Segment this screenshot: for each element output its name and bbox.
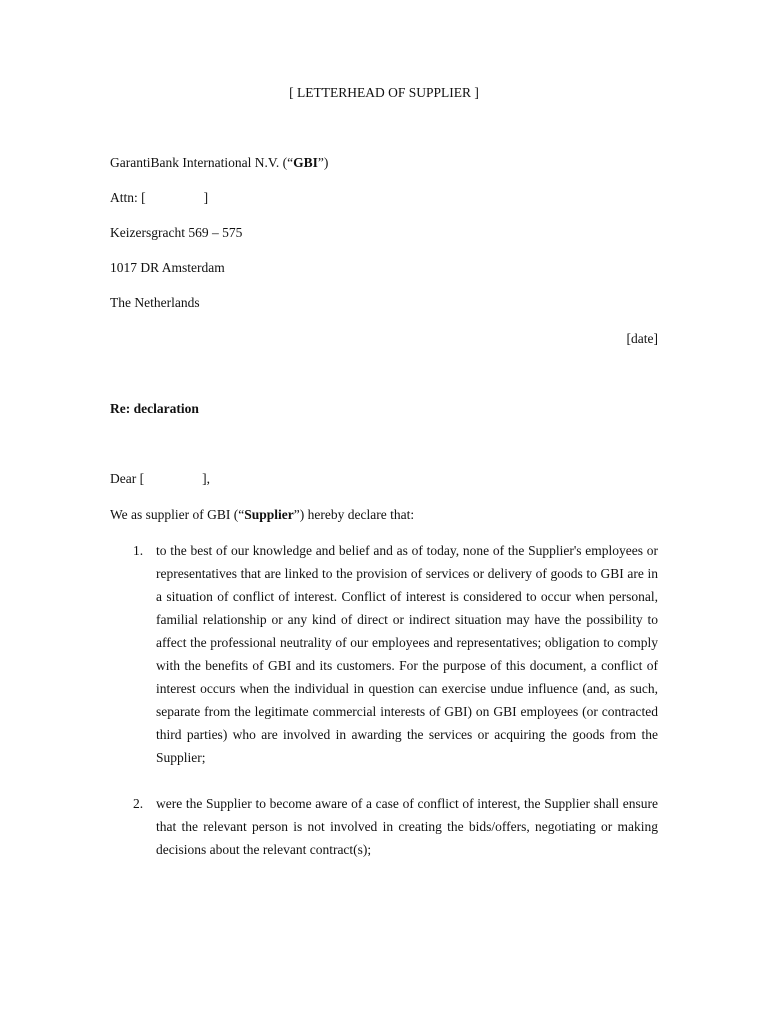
recipient-name-suffix: ”) — [317, 155, 329, 170]
salutation-open: Dear [ — [110, 471, 145, 486]
list-item-text: were the Supplier to become aware of a case of conflict of interest, the Supplier shall ensure that the relevant person is not involved in creating the bids/offers, negotiating or making decisions about the relevant contract(s); — [156, 796, 658, 857]
subject-line — [110, 400, 199, 418]
list-item-text: to the best of our knowledge and belief and as of today, none of the Supplier's employees or representatives that are linked to the provision of services or delivery of goods to GBI are in a situation of conflict of interest. Conflict of interest is considered to occur when personal, familial relationship or any kind of direct or indirect situation may have the possibility to affect the professional neutrality of our employees and representatives; obligation to comply with the benefits of GBI and its customers. For the purpose of this document, a conflict of interest occurs when the individual in question can exercise undue influence (and, as such, separate from the legitimate commercial interests of GBI) on GBI employees (or contracted third parties) who are involved in awarding the services or acquiring the goods from the Supplier; — [156, 543, 658, 765]
attn-open: Attn: [ — [110, 190, 146, 205]
attn-close: ] — [203, 190, 209, 205]
date-placeholder: [date] — [626, 331, 658, 346]
intro-prefix: We as supplier of GBI (“ — [110, 507, 245, 522]
recipient-name-prefix: GarantiBank International N.V. (“ — [110, 155, 294, 170]
intro-paragraph — [110, 506, 414, 524]
list-item-number: 1. — [133, 543, 144, 558]
salutation — [110, 470, 210, 488]
letterhead-placeholder: [ LETTERHEAD OF SUPPLIER ] — [289, 85, 479, 100]
recipient-name — [110, 154, 328, 172]
recipient-abbrev: GBI — [293, 155, 318, 170]
recipient-country: The Netherlands — [110, 295, 200, 310]
subject-text: Re: declaration — [110, 401, 199, 416]
intro-term: Supplier — [244, 507, 294, 522]
recipient-city: 1017 DR Amsterdam — [110, 260, 225, 275]
salutation-close: ], — [202, 471, 210, 486]
intro-suffix: ”) hereby declare that: — [293, 507, 415, 522]
attention-line — [110, 189, 208, 207]
list-item-number: 2. — [133, 796, 144, 811]
recipient-street: Keizersgracht 569 – 575 — [110, 225, 243, 240]
